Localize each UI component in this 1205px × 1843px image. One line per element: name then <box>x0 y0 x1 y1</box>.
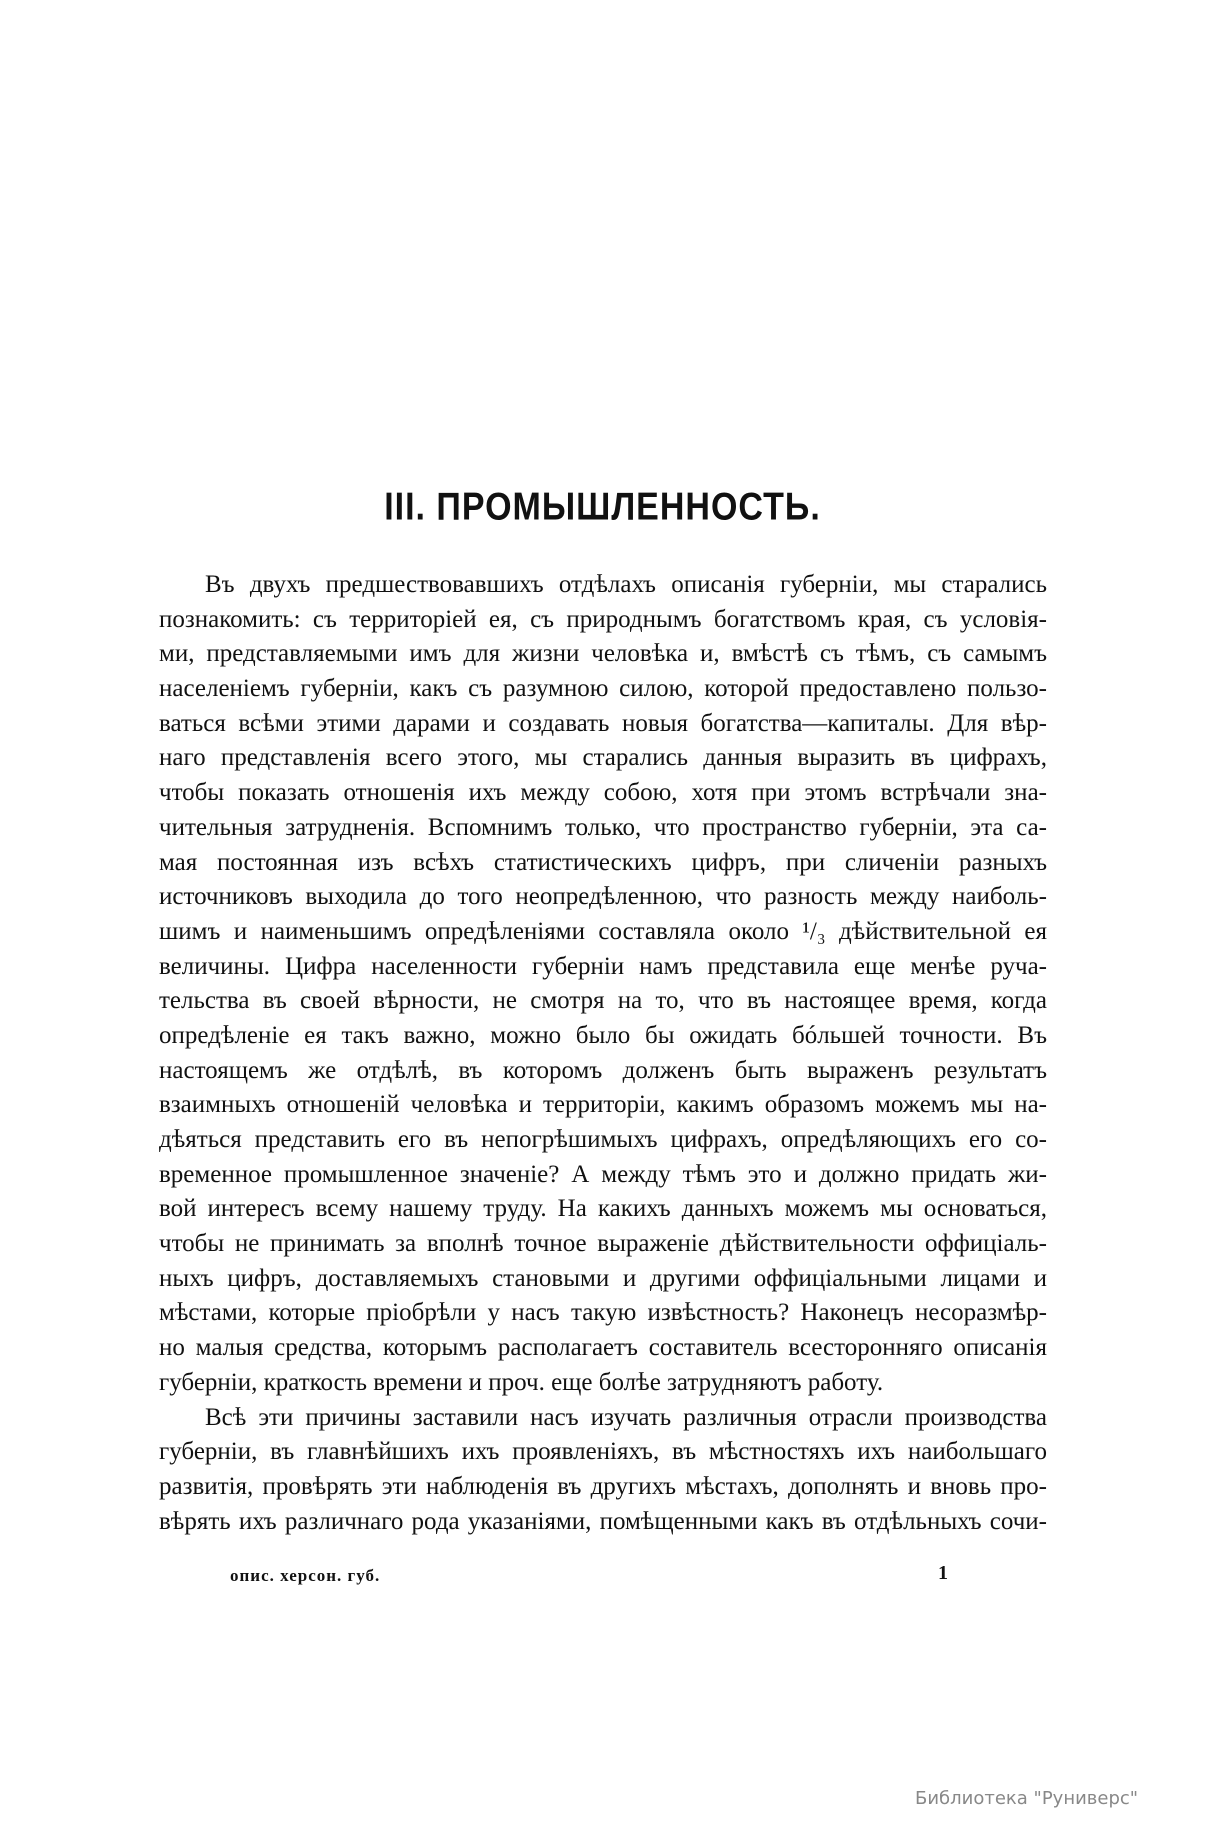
text-line: вѣрять ихъ различнаго рода указаніями, помѣщенными какъ въ отдѣльныхъ сочи- <box>159 1507 1047 1535</box>
paragraph <box>159 1401 1047 1540</box>
text-line: ваться всѣми этими дарами и создавать новыя богатства—капиталы. Для вѣр- <box>159 709 1047 737</box>
text-line: мая постоянная изъ всѣхъ статистическихъ цифръ, при сличеніи разныхъ <box>159 848 1047 876</box>
page-number: 1 <box>938 1562 948 1584</box>
text-line: познакомить: съ территоріей ея, съ природнымъ богатствомъ края, съ условія- <box>159 605 1047 633</box>
text-line: но малыя средства, которымъ располагаетъ составитель всесторонняго описанія <box>159 1334 1047 1362</box>
library-watermark: Библиотека "Руниверс" <box>915 1788 1139 1809</box>
text-line: губерніи, въ главнѣйшихъ ихъ проявленіяхъ, въ мѣстностяхъ ихъ наибольшаго <box>159 1438 1047 1466</box>
text-line: настоящемъ же отдѣлѣ, въ которомъ долженъ быть выраженъ результатъ <box>159 1056 1047 1084</box>
text-line: источниковъ выходила до того неопредѣленною, что разность между наиболь- <box>159 883 1047 911</box>
text-line: шимъ и наименьшимъ опредѣленіями составляла около ¹/₃ дѣйствительной ея <box>159 917 1047 945</box>
text-line: чтобы не принимать за вполнѣ точное выраженіе дѣйствительности оффиціаль- <box>159 1230 1047 1258</box>
text-line: ми, представляемыми имъ для жизни человѣка и, вмѣстѣ съ тѣмъ, съ самымъ <box>159 640 1047 668</box>
text-line: чительныя затрудненія. Вспомнимъ только, что пространство губерніи, эта са- <box>159 813 1047 841</box>
signature-mark: опис. херсон. губ. <box>230 1566 381 1585</box>
text-line: ныхъ цифръ, доставляемыхъ становыми и другими оффиціальными лицами и <box>159 1264 1047 1292</box>
text-line: чтобы показать отношенія ихъ между собою, хотя при этомъ встрѣчали зна- <box>159 779 1047 807</box>
text-line: Въ двухъ предшествовавшихъ отдѣлахъ описанія губерніи, мы старались <box>205 571 1047 598</box>
text-line: вой интересъ всему нашему труду. На какихъ данныхъ можемъ мы основаться, <box>159 1195 1047 1223</box>
text-line: временное промышленное значеніе? А между тѣмъ это и должно придать жи- <box>159 1160 1047 1188</box>
text-line: наго представленія всего этого, мы старались данныя выразить въ цифрахъ, <box>159 744 1047 772</box>
body-text <box>159 568 1047 1539</box>
text-line: тельства въ своей вѣрности, не смотря на то, что въ настоящее время, когда <box>159 987 1047 1015</box>
paragraph <box>159 568 1047 1401</box>
text-line: дѣяться представить его въ непогрѣшимыхъ цифрахъ, опредѣляющихъ его со- <box>159 1126 1047 1153</box>
text-line: величины. Цифра населенности губерніи намъ представила еще менѣе руча- <box>159 952 1047 980</box>
text-line: развитія, провѣрять эти наблюденія въ другихъ мѣстахъ, дополнять и вновь про- <box>159 1472 1047 1500</box>
text-line: губерніи, краткость времени и проч. еще болѣе затрудняютъ работу. <box>159 1368 884 1396</box>
chapter-title: III. ПРОМЫШЛЕННОСТЬ. <box>384 485 821 529</box>
text-line: опредѣленіе ея такъ важно, можно было бы ожидать бóльшей точности. Въ <box>159 1021 1047 1049</box>
text-line: Всѣ эти причины заставили насъ изучать различныя отрасли производства <box>205 1403 1047 1431</box>
text-line: населеніемъ губерніи, какъ съ разумною силою, которой предоставлено пользо- <box>159 675 1047 703</box>
text-line: взаимныхъ отношеній человѣка и территоріи, какимъ образомъ можемъ мы на- <box>159 1091 1047 1119</box>
text-line: мѣстами, которые пріобрѣли у насъ такую извѣстность? Наконецъ несоразмѣр- <box>159 1299 1047 1327</box>
